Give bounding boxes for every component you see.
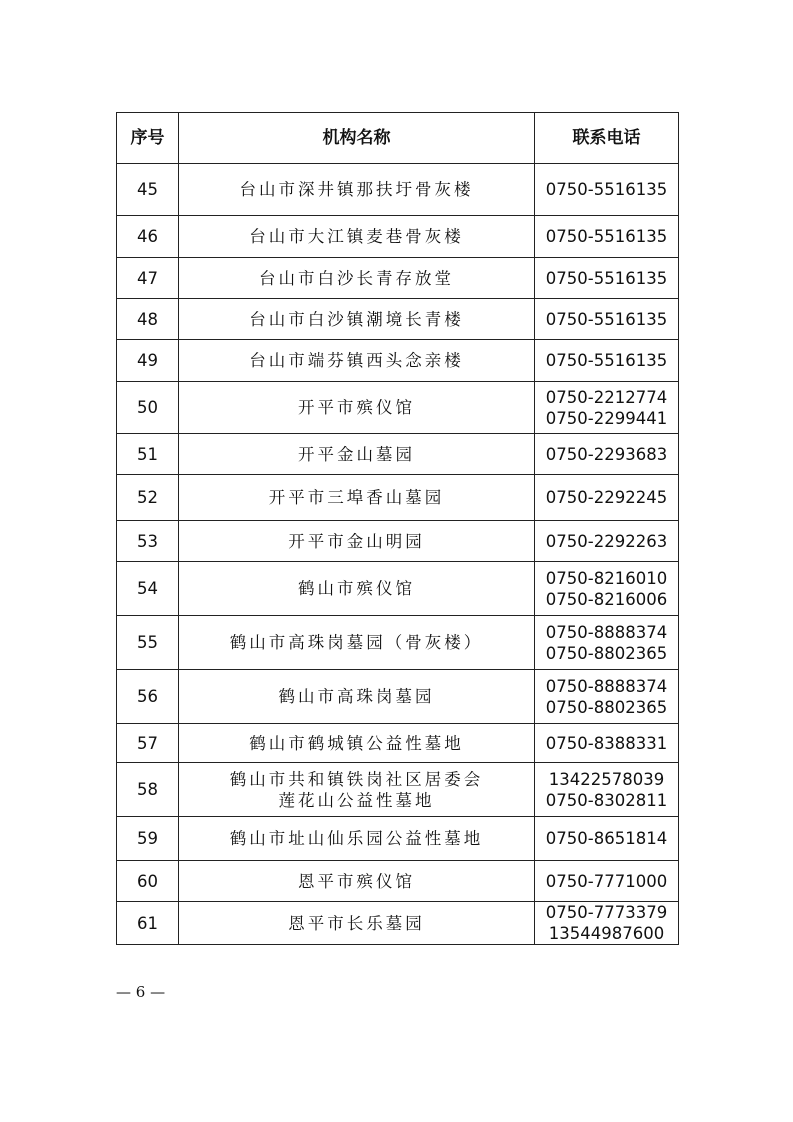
table-row xyxy=(117,434,679,475)
contact-phone-cell xyxy=(535,724,679,763)
table-row xyxy=(117,902,679,945)
phone-number-line: 0750-8388331 xyxy=(545,733,668,753)
serial-number-cell: 51 xyxy=(117,434,179,475)
institution-name-cell xyxy=(179,216,535,258)
phone-number-line: 0750-8802365 xyxy=(545,697,668,717)
institution-name-cell xyxy=(179,521,535,562)
phone-number-line: 0750-5516135 xyxy=(545,309,668,329)
contact-phone-cell xyxy=(535,902,679,945)
serial-number-cell: 49 xyxy=(117,340,179,382)
phone-number-line: 0750-2299441 xyxy=(545,408,668,428)
contact-phone-cell xyxy=(535,475,679,521)
phone-number-line: 0750-8888374 xyxy=(545,676,668,696)
institution-name-cell xyxy=(179,340,535,382)
institution-name-line: 莲花山公益性墓地 xyxy=(278,790,435,810)
table-row xyxy=(117,475,679,521)
serial-number-cell: 61 xyxy=(117,902,179,945)
table-body xyxy=(117,164,679,945)
table-row xyxy=(117,340,679,382)
table-header-row xyxy=(117,113,679,164)
serial-number-cell: 54 xyxy=(117,562,179,616)
serial-number-cell: 50 xyxy=(117,382,179,434)
serial-number-cell: 53 xyxy=(117,521,179,562)
phone-number-line: 0750-8802365 xyxy=(545,643,668,663)
institution-name-cell xyxy=(179,434,535,475)
institution-name-cell xyxy=(179,861,535,902)
institution-name-cell xyxy=(179,475,535,521)
phone-number-line: 0750-2293683 xyxy=(545,444,668,464)
phone-number-line: 0750-7771000 xyxy=(545,871,668,891)
institution-name-line: 开平市金山明园 xyxy=(288,531,425,551)
phone-number-line: 0750-5516135 xyxy=(545,180,668,199)
contact-phone-cell xyxy=(535,382,679,434)
institution-name-line: 鹤山市殡仪馆 xyxy=(298,579,415,598)
institution-name-cell xyxy=(179,817,535,861)
contact-phone-cell xyxy=(535,861,679,902)
serial-number-cell: 52 xyxy=(117,475,179,521)
institution-name-line: 鹤山市高珠岗墓园 xyxy=(278,687,435,706)
contact-phone-cell xyxy=(535,763,679,817)
institution-name-line: 恩平市长乐墓园 xyxy=(288,913,425,933)
phone-number-line: 0750-8302811 xyxy=(545,790,668,810)
contact-phone-cell xyxy=(535,164,679,216)
phone-number-line: 0750-2212774 xyxy=(545,387,668,407)
serial-number-cell: 60 xyxy=(117,861,179,902)
contact-phone-cell xyxy=(535,299,679,340)
header-serial-number: 序号 xyxy=(117,113,179,164)
table-row xyxy=(117,616,679,670)
table-row xyxy=(117,817,679,861)
table-row xyxy=(117,164,679,216)
institution-name-line: 鹤山市鹤城镇公益性墓地 xyxy=(249,733,464,753)
phone-number-line: 0750-5516135 xyxy=(545,351,668,370)
institution-name-line: 开平市三埠香山墓园 xyxy=(268,488,445,507)
table-row xyxy=(117,763,679,817)
serial-number-cell: 59 xyxy=(117,817,179,861)
institution-name-cell xyxy=(179,670,535,724)
phone-number-line: 0750-8216006 xyxy=(545,589,668,609)
institution-name-cell xyxy=(179,616,535,670)
institution-name-line: 鹤山市共和镇铁岗社区居委会 xyxy=(229,769,484,789)
contact-phone-cell xyxy=(535,670,679,724)
institution-name-cell xyxy=(179,562,535,616)
institution-name-line: 台山市端芬镇西头念亲楼 xyxy=(249,351,464,370)
header-institution-name: 机构名称 xyxy=(179,113,535,164)
header-contact-phone: 联系电话 xyxy=(535,113,679,164)
serial-number-cell: 46 xyxy=(117,216,179,258)
contact-phone-cell xyxy=(535,616,679,670)
serial-number-cell: 48 xyxy=(117,299,179,340)
phone-number-line: 0750-8651814 xyxy=(545,829,668,848)
institution-name-cell xyxy=(179,724,535,763)
contact-phone-cell xyxy=(535,258,679,299)
institution-name-cell xyxy=(179,902,535,945)
institution-name-line: 鹤山市址山仙乐园公益性墓地 xyxy=(229,829,484,848)
institution-name-line: 鹤山市高珠岗墓园（骨灰楼） xyxy=(229,633,484,652)
serial-number-cell: 45 xyxy=(117,164,179,216)
table-row xyxy=(117,670,679,724)
phone-number-line: 0750-8888374 xyxy=(545,622,668,642)
institution-table xyxy=(116,112,679,945)
table-row xyxy=(117,521,679,562)
table-row xyxy=(117,216,679,258)
institution-name-line: 台山市白沙镇潮境长青楼 xyxy=(249,309,464,329)
institution-name-line: 开平市殡仪馆 xyxy=(298,398,415,417)
serial-number-cell: 47 xyxy=(117,258,179,299)
phone-number-line: 13422578039 xyxy=(548,769,665,789)
table-row xyxy=(117,382,679,434)
serial-number-cell: 56 xyxy=(117,670,179,724)
institution-name-line: 开平金山墓园 xyxy=(298,444,415,464)
phone-number-line: 0750-7773379 xyxy=(545,903,668,922)
table-row xyxy=(117,562,679,616)
institution-name-cell xyxy=(179,299,535,340)
page-number: — 6 — xyxy=(116,983,166,1001)
institution-name-cell xyxy=(179,763,535,817)
institution-name-line: 台山市白沙长青存放堂 xyxy=(259,268,454,288)
institution-name-cell xyxy=(179,164,535,216)
serial-number-cell: 57 xyxy=(117,724,179,763)
contact-phone-cell xyxy=(535,340,679,382)
phone-number-line: 0750-5516135 xyxy=(545,227,668,246)
phone-number-line: 0750-2292263 xyxy=(545,531,668,551)
serial-number-cell: 55 xyxy=(117,616,179,670)
institution-name-cell xyxy=(179,258,535,299)
serial-number-cell: 58 xyxy=(117,763,179,817)
table-row xyxy=(117,258,679,299)
table-row xyxy=(117,724,679,763)
institution-name-line: 台山市大江镇麦巷骨灰楼 xyxy=(249,227,464,246)
contact-phone-cell xyxy=(535,562,679,616)
institution-name-line: 恩平市殡仪馆 xyxy=(298,871,415,891)
table-row xyxy=(117,861,679,902)
phone-number-line: 0750-8216010 xyxy=(545,568,668,588)
table-row xyxy=(117,299,679,340)
contact-phone-cell xyxy=(535,434,679,475)
phone-number-line: 13544987600 xyxy=(548,924,665,943)
contact-phone-cell xyxy=(535,521,679,562)
contact-phone-cell xyxy=(535,216,679,258)
contact-phone-cell xyxy=(535,817,679,861)
phone-number-line: 0750-2292245 xyxy=(545,488,668,507)
phone-number-line: 0750-5516135 xyxy=(545,268,668,288)
institution-name-line: 台山市深井镇那扶圩骨灰楼 xyxy=(239,180,474,199)
institution-name-cell xyxy=(179,382,535,434)
